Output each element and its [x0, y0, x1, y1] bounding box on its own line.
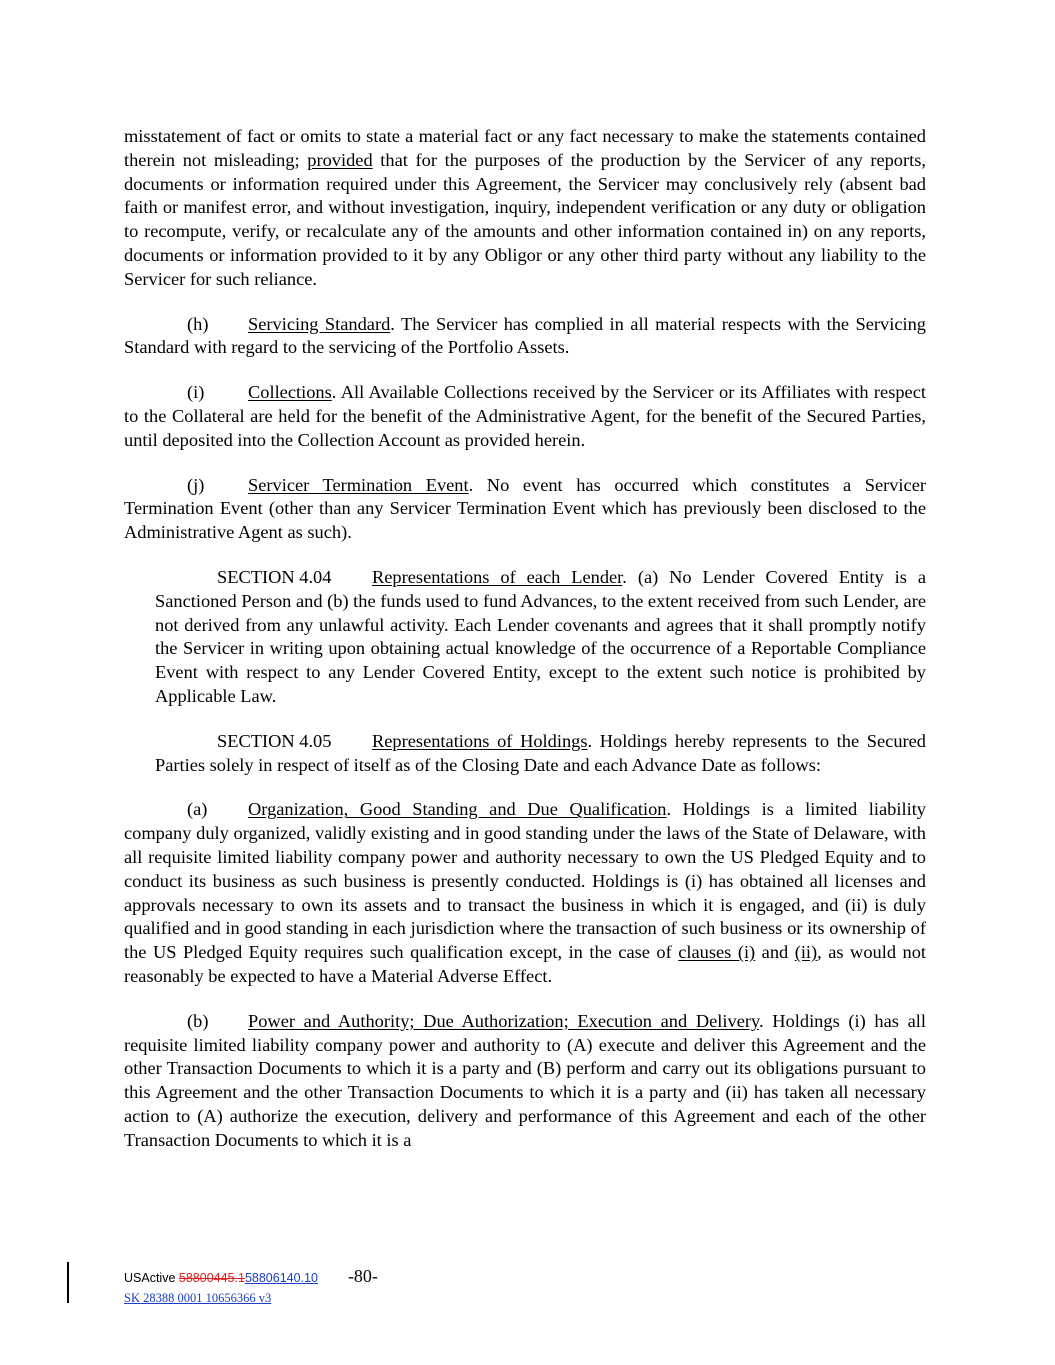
section-number: SECTION 4.05 [217, 730, 332, 751]
paragraph-a [124, 798, 926, 988]
clause-reference: clauses (i) [678, 942, 756, 963]
paragraph-text: and [755, 942, 795, 963]
clause-number: (j) [187, 474, 205, 495]
paragraph-text: , as would not reasonably be expected to have a Material Adverse Effect. [124, 942, 927, 986]
paragraph-text: . Holdings (i) has all requisite limited liability company power and authority to (A) execute and deliver this Agreement and the other Transaction Documents to which it is a party and (B) perform and carry out its obligations pursuant to this Agreement and the other Transaction Documents to which it is a party and (ii) has taken all necessary action to (A) authorize the execution, delivery and performance of this Agreement and each of the other Transaction Documents to which it is a [124, 1010, 926, 1150]
provided-term: provided [307, 149, 373, 170]
clause-number: (i) [187, 382, 205, 403]
paragraph-text: . Holdings hereby represents to the Secured Parties solely in respect of itself as of the Closing Date and each Advance Date as follows: [155, 730, 926, 775]
paragraph-i [124, 381, 926, 452]
deleted-doc-number: 58800445.1 [178, 1271, 245, 1285]
paragraph-j [124, 474, 926, 545]
paragraph-b [124, 1010, 926, 1153]
paragraph-text: misstatement of fact or omits to state a material fact or any fact necessary to make the statements contained therein not misleading; [124, 126, 926, 170]
footer-doc-line [124, 1266, 378, 1287]
document-page [124, 125, 926, 1152]
section-4-04 [124, 566, 926, 709]
paragraph-h [124, 313, 926, 361]
clause-number: (a) [187, 799, 208, 820]
paragraph-text: . (a) No Lender Covered Entity is a Sanctioned Person and (b) the funds used to fund Advances, to the extent received from such Lender, are not derived from any unlawful activity. Each Lender covenants and agrees that it shall promptly notify the Servicer in writing upon obtaining actual knowledge of the occurrence of a Reportable Compliance Event with respect to any Lender Covered Entity, except to the extent such notice is prohibited by Applicable Law. [155, 566, 926, 706]
paragraph-continuation [124, 125, 926, 292]
paragraph-text: that for the purposes of the production by the Servicer of any reports, documents or information required under this Agreement, the Servicer may conclusively rely (absent bad faith or manifest error, and without investigation, inquiry, independent verification or any duty or obligation to recompute, verify, or recalculate any of the amounts and other information contained in) on any reports, documents or information provided to it by any Obligor or any other third party without any liability to the Servicer for such reliance. [124, 149, 926, 289]
page-footer [124, 1266, 378, 1306]
section-number: SECTION 4.04 [217, 566, 332, 587]
page-number: -80- [347, 1266, 378, 1286]
inserted-doc-number: 58806140.10 [244, 1271, 318, 1285]
clause-heading: Organization, Good Standing and Due Qualification [248, 799, 667, 820]
section-heading: Representations of Holdings [372, 730, 588, 751]
paragraph-text: . No event has occurred which constitutes a Servicer Termination Event (other than any Servicer Termination Event which has previously been disclosed to the Administrative Agent as such). [124, 474, 926, 543]
clause-heading: Power and Authority; Due Authorization; Execution and Delivery [248, 1010, 760, 1031]
footer-prefix: USActive [124, 1271, 179, 1285]
clause-number: (b) [187, 1010, 209, 1031]
paragraph-text: . Holdings is a limited liability company duly organized, validly existing and in good standing under the laws of the State of Delaware, with all requisite limited liability company power and authority necessary to own the US Pledged Equity and to conduct its business as such business is presently conducted. Holdings is (i) has obtained all licenses and approvals necessary to own its assets and to transact the business in which it is engaged, and (ii) is duly qualified and in good standing in each jurisdiction where the transaction of such business or its ownership of the US Pledged Equity requires such qualification except, in the case of [124, 799, 926, 963]
clause-reference: (ii) [794, 942, 818, 963]
footer-doc-id[interactable]: SK 28388 0001 10656366 v3 [124, 1291, 272, 1305]
change-bar [67, 1262, 69, 1303]
clause-heading: Collections [248, 382, 332, 403]
clause-heading: Servicer Termination Event [248, 474, 469, 495]
clause-heading: Servicing Standard [248, 313, 391, 334]
section-4-05 [124, 730, 926, 778]
paragraph-text: . The Servicer has complied in all material respects with the Servicing Standard with regard to the servicing of the Portfolio Assets. [124, 313, 926, 358]
paragraph-text: . All Available Collections received by the Servicer or its Affiliates with respect to the Collateral are held for the benefit of the Administrative Agent, for the benefit of the Secured Parties, until deposited into the Collection Account as provided herein. [124, 382, 926, 450]
section-heading: Representations of each Lender [372, 566, 623, 587]
clause-number: (h) [187, 313, 209, 334]
